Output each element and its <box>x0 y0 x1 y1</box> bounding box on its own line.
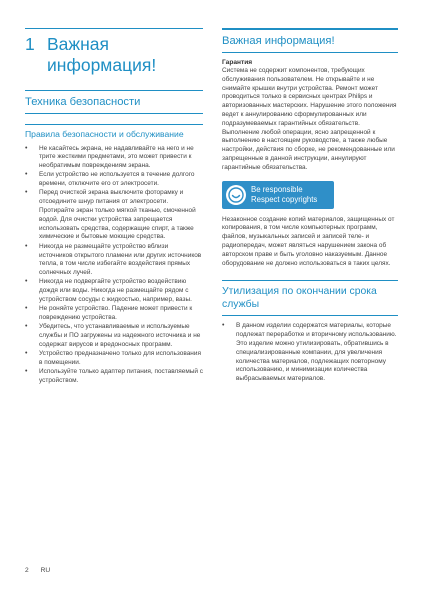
list-item: • В данном изделии содержатся материалы, которые подлежат переработке и вторичному использованию. Это изделие можно утилизировать, обратившись в специализированные компании, для увеличения количества материалов, подлежащих повторному использованию, и минимизации количества выбрасываемых материалов. <box>222 322 398 384</box>
disposal-top-rule <box>222 280 398 281</box>
page-footer <box>25 567 50 574</box>
warranty-paragraph-2: Выполнение любой операции, ясно запрещенной к выполнению в настоящем руководстве, а также любые настройки, действия по сборке, не рекомендованные или запрещенные в данной инструкции, аннулируют гарантийные обязательства. <box>222 128 395 171</box>
subsection-title: Правила безопасности и обслуживание <box>25 129 184 139</box>
right-column <box>222 28 398 384</box>
list-item: • Никогда не размещайте устройство вблизи источников открытого пламени или других источников тепла, в том числе избегайте воздействия прямых солнечных лучей. <box>25 243 203 278</box>
chapter-title: Важная информация! <box>47 34 157 75</box>
disposal-bottom-rule <box>222 315 398 316</box>
page-number: 2 <box>25 567 29 574</box>
list-item: • Никогда не подвергайте устройство воздействию дождя или воды. Никогда не размещайте рядом с устройством сосуды с жидкостью, например, вазы. <box>25 278 203 304</box>
safety-bullet-list <box>25 145 203 387</box>
list-item: • Устройство предназначено только для использования в помещении. <box>25 350 203 368</box>
section-title-important: Важная информация! <box>222 35 335 47</box>
list-item: • Используйте только адаптер питания, поставляемый с устройством. <box>25 368 203 386</box>
subsection-top-rule <box>25 124 203 125</box>
disposal-bullet-list <box>222 322 398 384</box>
badge-line-1: Be responsible <box>251 184 303 194</box>
section-title-safety: Техника безопасности <box>25 96 141 108</box>
list-item: • Перед очисткой экрана выключите фоторамку и отсоедините шнур питания от электросети. Протирайте экран только мягкой тканью, смоченной водой. Для очистки устройства запрещается использовать средства, содержащие спирт, а также химические и бытовые моющие средства. <box>25 189 203 242</box>
copyright-paragraph: Незаконное создание копий материалов, защищенных от копирования, в том числе компьютерных программ, файлов, музыкальных записей и записей теле- и радиопередач, может являться нарушением закона об авторском праве и быть уголовно наказуемым. Данное оборудование не должно использоваться в таких целях. <box>222 215 395 267</box>
chapter-number: 1 <box>25 34 35 54</box>
list-item: • Не роняйте устройство. Падение может привести к повреждению устройства. <box>25 305 203 323</box>
list-item: • Убедитесь, что устанавливаемые и используемые службы и ПО загружены из надежного источника и не содержат вирусов и вредоносных программ. <box>25 323 203 349</box>
left-column <box>25 28 203 387</box>
right-top-rule <box>222 28 398 30</box>
list-item: • Если устройство не используется в течение долгого времени, отключите его от электросети. <box>25 171 203 189</box>
section-title-disposal: Утилизация по окончании срока службы <box>222 286 377 311</box>
language-code: RU <box>40 567 51 574</box>
badge-line-2: Respect copyrights <box>251 194 318 204</box>
right-title-rule <box>222 52 398 53</box>
badge-text <box>251 185 317 204</box>
copyright-badge <box>222 181 334 209</box>
chapter-top-rule <box>25 28 203 29</box>
smile-icon <box>226 185 246 205</box>
section-top-rule <box>25 90 203 91</box>
list-item: • Не касайтесь экрана, не надавливайте на него и не трите жесткими предметами, это может привести к необратимым повреждениям экрана. <box>25 145 203 171</box>
chapter-heading <box>25 34 203 76</box>
warranty-heading: Гарантия <box>222 59 253 66</box>
section-bottom-rule <box>25 113 203 114</box>
warranty-paragraph-1: Система не содержит компонентов, требующих обслуживания пользователем. Не открывайте и не снимайте крышки внутри устройства. Ремонт может проводиться только в сервисных центрах Philips и авторизованных мастерских. Нарушение этого положения ведет к аннулированию сформулированных или подразумеваемых гарантийных обязательств. <box>222 67 397 127</box>
